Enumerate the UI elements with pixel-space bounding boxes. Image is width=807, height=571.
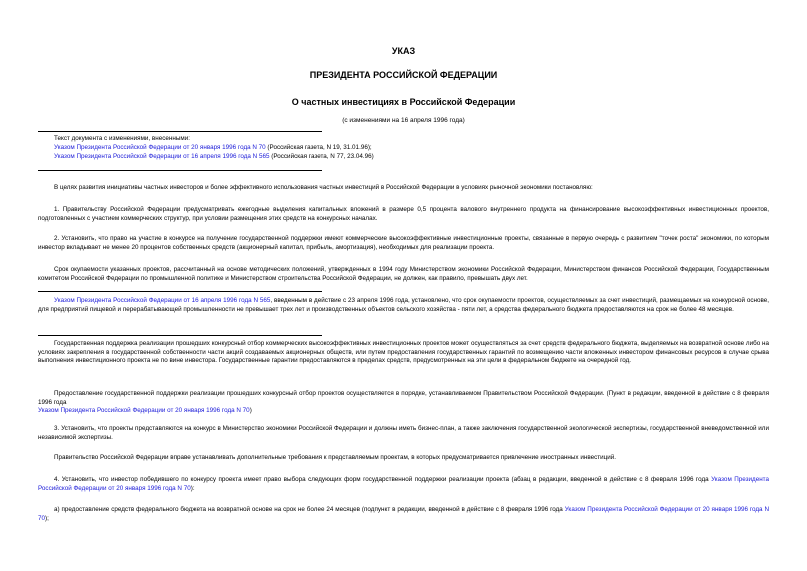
amendment-text: , введенным в действие с 23 апреля 1996 года, установлено, что срок окупаемости проектов, осуществляемых за счет инвестиций, размещаемых на конкурсной основе, для предприятий пищевой и перерабатывающей промышленности не превышает трех лет и производственных объектов сельского хозяйства - пяти лет, а средства федерального бюджета предоставляются на срок не более 48 месяцев. xyxy=(38,297,769,313)
sub-a-text: а) предоставление средств федерального бюджета на возвратной основе на срок не более 24 месяцев (подпункт в редакции, введенной в действие с 8 февраля 1996 года xyxy=(54,506,565,513)
paragraph-foreign-investment: Правительство Российской Федерации вправе устанавливать дополнительные требования к представляемым проектам, в которых предусматривается привлечение иностранных инвестиций. xyxy=(54,454,617,461)
revision-note: (с изменениями на 16 апреля 1996 года) xyxy=(342,117,465,124)
p4-text: 4. Установить, что инвестор победившего по конкурсу проекта имеет право выбора следующих форм государственной поддержки реализации проекта (абзац в редакции, введенной в действие с 8 февраля 1996 года xyxy=(54,476,712,483)
p4-tail: ): xyxy=(190,484,195,492)
paragraph-procedure xyxy=(38,390,769,416)
paragraph-2: 2. Установить, что право на участие в конкурсе на получение государственной поддержки имеют коммерческие высокоэффективные инвестиционные проекты, связанные в первую очередь с развитием "точек роста" экономики, по которым инвестор вкладывает не менее 20 процентов собственных средств (акционерный капитал, прибыль, амортизация), необходимых для реализации проекта. xyxy=(38,235,769,251)
doc-type-heading: УКАЗ xyxy=(391,46,416,56)
procedure-link[interactable]: Указом Президента Российской Федерации от 20 января 1996 года N 70 xyxy=(38,407,250,415)
change-item-1 xyxy=(54,144,372,153)
change-link-1[interactable]: Указом Президента Российской Федерации от 20 января 1996 года N 70 xyxy=(54,144,266,151)
amendment-note xyxy=(38,297,769,314)
paragraph-state-support: Государственная поддержка реализации прошедших конкурсный отбор коммерческих высокоэффективных инвестиционных проектов может осуществляться за счет средств федерального бюджета, выделяемых на возвратной основе либо на условиях закрепления в государственной собственности части акций создаваемых акционерных обществ, или путем предоставления государственных гарантий по возмещению части вложенных инвестором финансовых ресурсов в случае срыва выполнения инвестиционного проекта не по вине инвестора. Государственные гарантии предоставляются в пределах средств, предусмотренных на эти цели в федеральном бюджете на очередной год. xyxy=(38,340,769,365)
doc-title: О частных инвестициях в Российской Федерации xyxy=(291,97,516,107)
p4-link[interactable]: Указом Президента Российской Федерации от 20 января 1996 года N 70 xyxy=(38,476,769,492)
amendment-link[interactable]: Указом Президента Российской Федерации от 16 апреля 1996 года N 565 xyxy=(54,297,271,304)
separator-support xyxy=(38,335,322,336)
change-link-2[interactable]: Указом Президента Российской Федерации от 16 апреля 1996 года N 565 xyxy=(54,153,270,160)
issuer-heading: ПРЕЗИДЕНТА РОССИЙСКОЙ ФЕДЕРАЦИИ xyxy=(309,70,498,80)
sub-a-tail: ); xyxy=(45,514,49,522)
paragraph-4 xyxy=(38,476,769,493)
paragraph-3: 3. Установить, что проекты представляются на конкурс в Министерство экономики Российской Федерации и должны иметь бизнес-план, а также заключения государственной экологической экспертизы, государственной вневедомственной или независимой экспертизы. xyxy=(38,425,769,441)
procedure-tail: ) xyxy=(249,407,252,415)
paragraph-payback: Срок окупаемости указанных проектов, рассчитанный на основе методических положений, утвержденных в 1994 году Министерством экономики Российской Федерации, Министерством финансов Российской Федерации, Государственным комитетом Российской Федерации по промышленной политике и Министерством строительства Российской Федерации, не должен, как правило, превышать двух лет. xyxy=(38,266,769,282)
separator-changes xyxy=(38,170,322,171)
preamble-paragraph: В целях развития инициативы частных инвесторов и более эффективного использования частных инвестиций в Российской Федерации в условиях рыночной экономики постановляю: xyxy=(54,184,593,191)
sub-a-link[interactable]: Указом Президента Российской Федерации от 20 января 1996 года N 70 xyxy=(38,506,769,522)
changes-intro: Текст документа с изменениями, внесенными: xyxy=(54,135,190,142)
separator-amendment xyxy=(38,291,322,292)
separator-top xyxy=(38,131,322,132)
change-source-1: (Российская газета, N 19, 31.01.96); xyxy=(265,144,372,151)
paragraph-1: 1. Правительству Российской Федерации предусматривать ежегодные выделения капитальных вложений в размере 0,5 процента валового внутреннего продукта на финансирование высокоэффективных инвестиционных проектов, подготовленных с участием коммерческих структур, при условии размещения этих средств на конкурсных началах. xyxy=(38,206,769,222)
change-item-2 xyxy=(54,153,374,162)
change-source-2: (Российская газета, N 77, 23.04.96) xyxy=(269,153,374,160)
procedure-text: Предоставление государственной поддержки реализации прошедших конкурсный отбор проектов осуществляется в порядке, устанавливаемом Правительством Российской Федерации. (Пункт в редакции, введенной в действие с 8 февраля 1996 года xyxy=(38,390,769,406)
subparagraph-a xyxy=(38,506,769,523)
